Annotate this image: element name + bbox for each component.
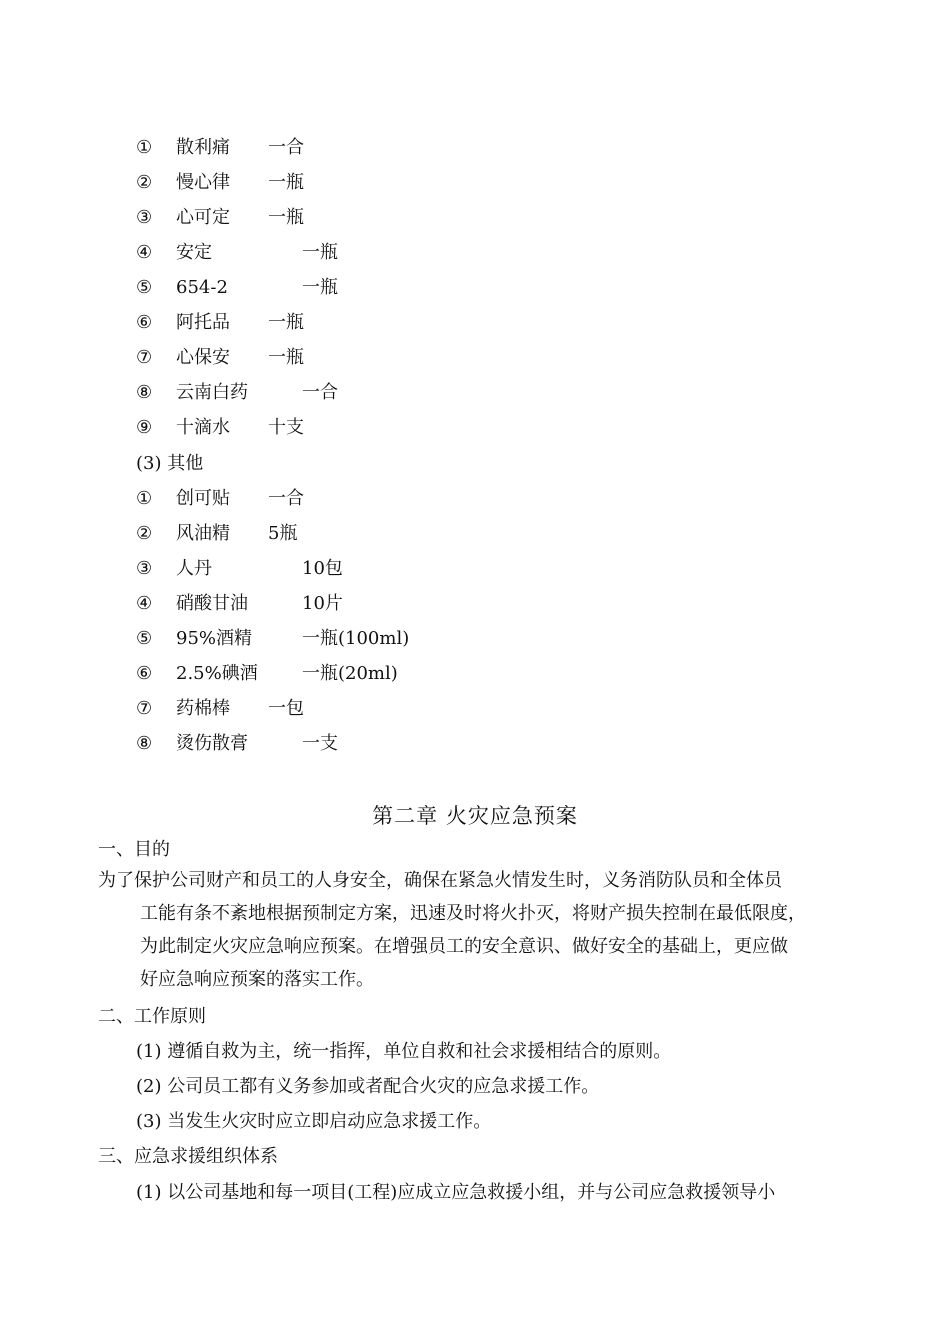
- list-item: (2) 公司员工都有义务参加或者配合火灾的应急求援工作。: [136, 1076, 600, 1097]
- purpose-paragraph: [98, 864, 858, 996]
- list-item: (3) 当发生火灾时应立即启动应急求援工作。: [136, 1111, 492, 1132]
- section-heading-principles: 二、工作原则: [98, 1006, 206, 1027]
- chapter-title: 第二章 火灾应急预案: [372, 804, 578, 828]
- list-item: (1) 以公司基地和每一项目(工程)应成立应急救援小组，并与公司应急救援领导小: [136, 1182, 776, 1203]
- section-heading-organization: 三、应急求援组织体系: [98, 1146, 278, 1167]
- list-item: (1) 遵循自救为主，统一指挥，单位自救和社会求援相结合的原则。: [136, 1041, 672, 1062]
- paragraph-line: 为此制定火灾应急响应预案。在增强员工的安全意识、做好安全的基础上，更应做: [140, 936, 788, 957]
- paragraph-line: 工能有条不紊地根据预制定方案，迅速及时将火扑灭，将财产损失控制在最低限度，: [140, 903, 806, 924]
- others-heading: (3) 其他: [136, 453, 204, 474]
- section-heading-purpose: 一、目的: [98, 839, 170, 860]
- paragraph-line: 好应急响应预案的落实工作。: [140, 969, 374, 990]
- paragraph-line: 为了保护公司财产和员工的人身安全，确保在紧急火情发生时，义务消防队员和全体员: [98, 870, 782, 891]
